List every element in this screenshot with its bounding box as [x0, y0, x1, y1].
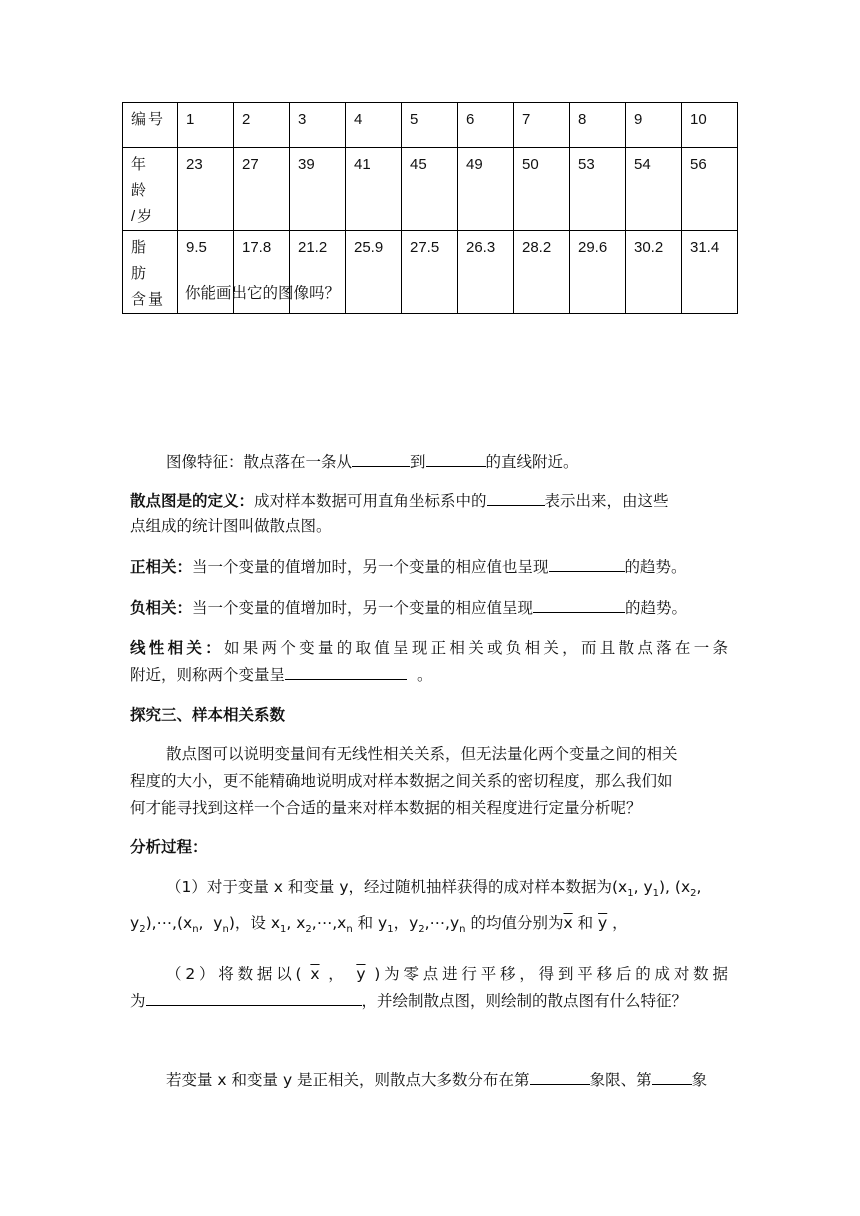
term-label: 线性相关： [130, 639, 224, 657]
table-cell: 2 [234, 103, 290, 148]
text: y [130, 914, 140, 932]
table-cell: 30.2 [626, 231, 682, 314]
table-cell: 41 [346, 148, 402, 231]
step2-line-cont [130, 989, 687, 1012]
text: 成对样本数据可用直角坐标系中的 [254, 492, 487, 510]
text: 象限、第 [589, 1071, 652, 1089]
answer-blank[interactable] [530, 1068, 590, 1085]
table-cell: 1 [178, 103, 234, 148]
answer-blank[interactable] [426, 450, 486, 467]
text: 当一个变量的值增加时，另一个变量的相应值也呈现 [192, 558, 549, 576]
last-line [166, 1068, 707, 1091]
table-cell: 56 [682, 148, 738, 231]
term-label: 散点图是的定义： [130, 492, 255, 510]
step2-line: （2）将数据以( $\overline{x}$ ， $\overline{y}$ )为零点进行平移，得到平移后的成对数据 [166, 965, 728, 983]
paragraph-line: 何才能寻找到这样一个合适的量来对样本数据的相关程度进行定量分析呢？ [130, 799, 642, 817]
table-cell: 3 [290, 103, 346, 148]
answer-blank[interactable] [352, 450, 410, 467]
answer-blank[interactable] [487, 489, 545, 506]
paragraph-line: 程度的大小，更不能精确地说明成对样本数据之间关系的密切程度，那么我们如 [130, 772, 673, 790]
text: 如果两个变量的取值呈现正相关或负相关，而且散点落在一条 [223, 639, 728, 657]
table-cell: 31.4 [682, 231, 738, 314]
table-header-cell [123, 148, 178, 231]
table-cell: 49 [458, 148, 514, 231]
section-heading: 探究三、样本相关系数 [130, 706, 286, 724]
text: （2）将数据以( [166, 965, 302, 983]
text: 为 [130, 992, 146, 1010]
table-row [123, 103, 738, 148]
table-cell: 27 [234, 148, 290, 231]
text: 和 [577, 914, 594, 932]
text: （1）对于变量 x 和变量 y，经过随机抽样获得的成对样本数据为(x [166, 878, 628, 896]
text: 的均值分别为 [470, 914, 564, 932]
table-cell: 21.2 [290, 231, 346, 314]
table-cell: 27.5 [402, 231, 458, 314]
y-bar-symbol: $\overline{y}$ [598, 914, 608, 932]
text: 图像特征：散点落在一条从 [166, 453, 353, 471]
table-cell: 17.8 [234, 231, 290, 314]
step1-line-cont: $y_2),\cdots,(x_n$, $y_n$)，设 $x_1$, $x_2,\cdots,x_n$ 和 $y_1$，$y_2,\cdots,y_n$ 的均值分别为$\overline{x}$ 和 $\overline{y}$ ， [130, 914, 628, 936]
text: 当一个变量的值增加时，另一个变量的相应值呈现 [192, 599, 534, 617]
table-cell: 25.9 [346, 231, 402, 314]
table-cell: 7 [514, 103, 570, 148]
text: 。 [417, 666, 433, 684]
question-text: 你能画出它的图像吗？ [185, 284, 341, 302]
term-label: 正相关： [130, 558, 193, 576]
table-cell: 9 [626, 103, 682, 148]
table-cell: 26.3 [458, 231, 514, 314]
linear-correlation [130, 637, 728, 659]
header-line: 脂 肪 [131, 239, 149, 282]
negative-correlation [130, 596, 687, 619]
answer-blank[interactable] [652, 1068, 692, 1085]
linear-correlation-cont [130, 663, 433, 686]
answer-blank[interactable] [533, 596, 625, 613]
table-cell: 10 [682, 103, 738, 148]
table-cell: 23 [178, 148, 234, 231]
text: 象 [691, 1071, 708, 1089]
step1-line: （1）对于变量 x 和变量 y，经过随机抽样获得的成对样本数据为($x_1$, $y_1$), ($x_2$, [166, 878, 702, 900]
table-cell: 50 [514, 148, 570, 231]
header-line: 年 龄 [131, 156, 149, 199]
table-header-cell: 编号 [123, 103, 178, 148]
feature-line [166, 450, 579, 473]
table-cell: 29.6 [570, 231, 626, 314]
table-row [123, 148, 738, 231]
header-line: 含量 [131, 291, 166, 308]
table-header-cell [123, 231, 178, 314]
text: ，并绘制散点图，则绘制的散点图有什么特征？ [361, 992, 688, 1010]
table-cell: 6 [458, 103, 514, 148]
table-cell: 45 [402, 148, 458, 231]
text: 表示出来，由这些 [544, 492, 669, 510]
text: 若变量 x 和变量 y 是正相关，则散点大多数分布在第 [166, 1071, 530, 1089]
table-cell: 5 [402, 103, 458, 148]
table-cell: 9.5 [178, 231, 234, 314]
scatter-definition [130, 489, 669, 512]
y-bar-symbol: $\overline{y}$ [356, 965, 366, 983]
text: 到 [410, 453, 426, 471]
table-cell: 28.2 [514, 231, 570, 314]
answer-blank[interactable] [549, 555, 625, 572]
answer-blank[interactable] [146, 989, 362, 1006]
term-label: 负相关： [130, 599, 193, 617]
text: 的趋势。 [625, 599, 688, 617]
table-cell: 53 [570, 148, 626, 231]
text: 附近，则称两个变量呈 [130, 666, 286, 684]
table-cell: 8 [570, 103, 626, 148]
text: )为零点进行平移，得到平移后的成对数据 [374, 965, 728, 983]
table-cell: 4 [346, 103, 402, 148]
scatter-definition-cont: 点组成的统计图叫做散点图。 [130, 517, 332, 535]
text: 的直线附近。 [485, 453, 579, 471]
analysis-heading: 分析过程： [130, 838, 208, 856]
table-cell: 39 [290, 148, 346, 231]
table-cell: 54 [626, 148, 682, 231]
x-bar-symbol: $\overline{x}$ [563, 914, 573, 932]
positive-correlation [130, 555, 687, 578]
header-line: /岁 [131, 208, 155, 225]
x-bar-symbol: $\overline{x}$ [310, 965, 320, 983]
text: 的趋势。 [624, 558, 687, 576]
paragraph-line: 散点图可以说明变量间有无线性相关关系，但无法量化两个变量之间的相关 [166, 745, 678, 763]
answer-blank[interactable] [285, 663, 407, 680]
